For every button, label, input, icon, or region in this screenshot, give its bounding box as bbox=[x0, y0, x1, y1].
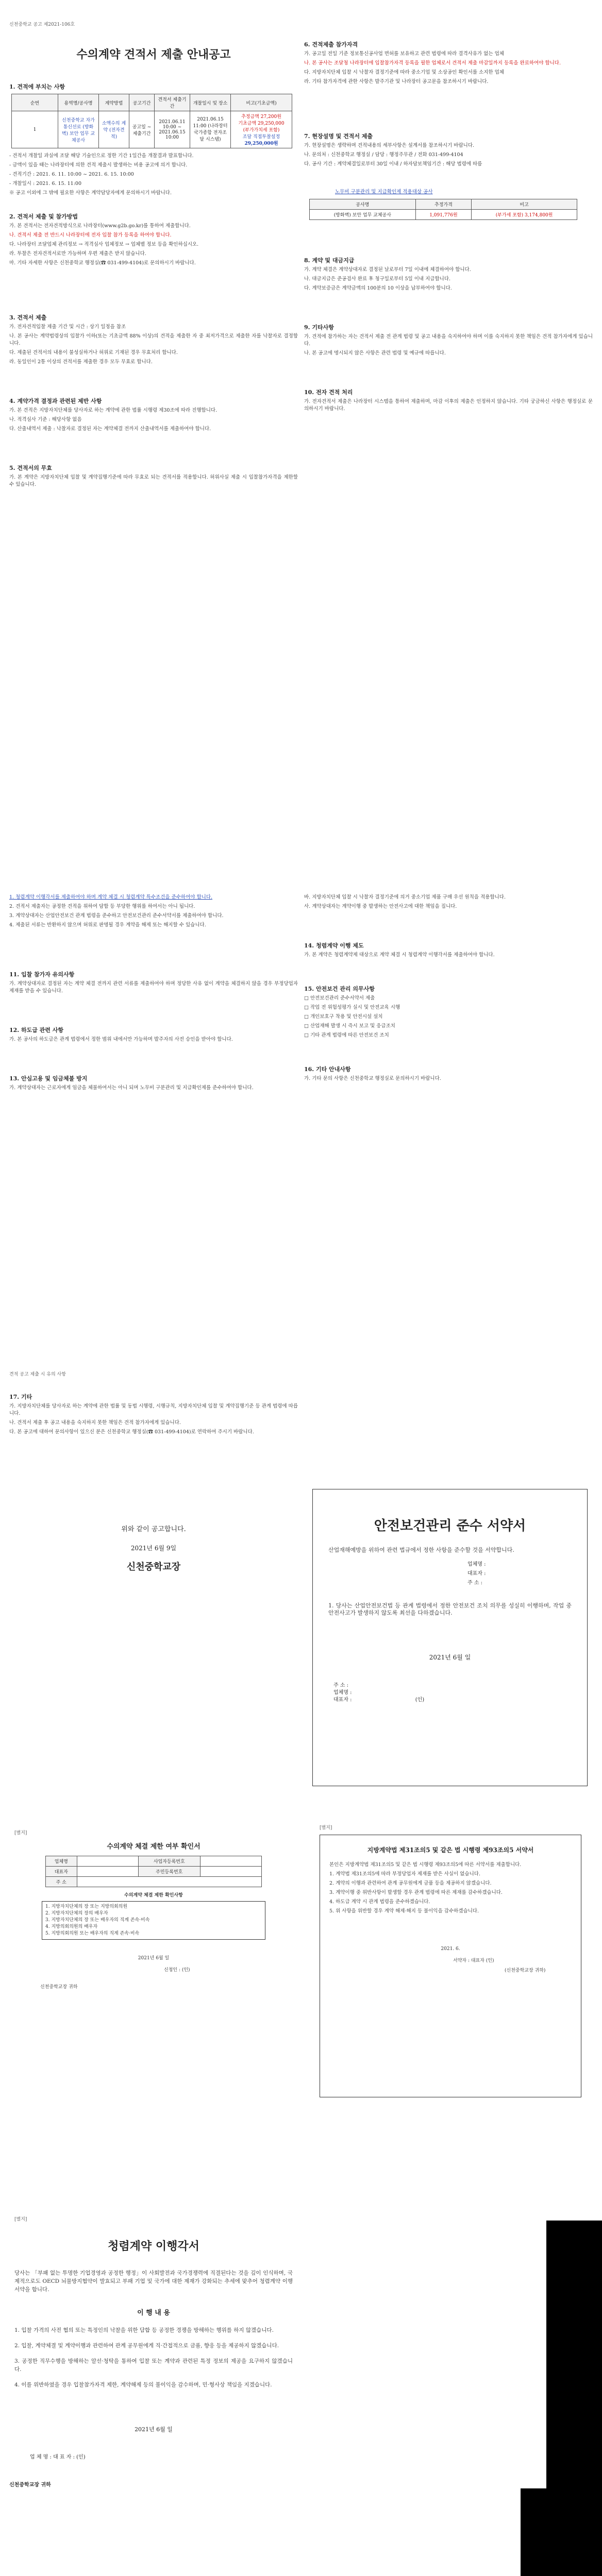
section-14-heading: 14. 청렴계약 이행 제도 bbox=[304, 942, 364, 949]
list-item: 다. 계약보증금은 계약금액의 100분의 10 이상을 납부하여야 합니다. bbox=[304, 285, 452, 291]
integrity-item: 1. 입찰 가격의 사전 협의 또는 특정인의 낙찰을 위한 담합 등 공정한 경쟁을 방해하는 행위를 하지 않겠습니다. bbox=[14, 2327, 274, 2333]
list-item: 다. 산출내역서 제출 : 낙찰자로 결정된 자는 계약체결 전까지 산출내역서를 제출하여야 합니다. bbox=[9, 426, 211, 432]
section-4-heading: 4. 계약가격 결정과 관련된 제반 사항 bbox=[9, 398, 102, 404]
check-item: 3. 지방자치단체의 장 또는 배우자의 직계 존속·비속 bbox=[45, 1918, 150, 1923]
col-no: 순번 bbox=[12, 94, 58, 111]
col-note: 비고(기초금액) bbox=[231, 94, 292, 111]
note-item: - 견적서 개찰일 과실에 조달 해당 기술인으로 정한 기간 1일간을 개찰결과 발표합니다. bbox=[9, 153, 194, 159]
cost-table bbox=[309, 199, 577, 220]
pledge-sign-block bbox=[313, 1662, 587, 1704]
page-announcement-5 bbox=[9, 1345, 298, 1808]
check-item: 1. 지방자치단체의 장 또는 지방의회의원 bbox=[45, 1904, 128, 1909]
cell-remark: (부가세 포함) 3,174,800원 bbox=[472, 210, 577, 220]
bid-table-header bbox=[12, 94, 292, 111]
cell-open: 2021.06.15 11:00 (나라장터 국가종합 전자조달 시스템) bbox=[190, 111, 231, 148]
section-12-text: 가. 본 공사의 하도급은 관계 법령에서 정한 범위 내에서만 가능하며 발주자의 사전 승인을 받아야 합니다. bbox=[9, 1037, 233, 1042]
checklist-item: □ 개인보호구 착용 및 안전시설 설치 bbox=[304, 1014, 383, 1020]
section-16-heading: 16. 기타 안내사항 bbox=[304, 1066, 351, 1073]
law-pledge-sign: 서약자 : 대표자 (인) bbox=[453, 1958, 494, 1963]
section-1-heading: 1. 견적에 부치는 사항 bbox=[9, 83, 65, 90]
list-item: 라. 기타 참가자격에 관한 사항은 발주기관 및 나라장터 공고문을 참조하시기 바랍니다. bbox=[304, 79, 489, 84]
integrity-subtitle: 이 행 내 용 bbox=[137, 2309, 170, 2317]
pledge-date: 2021년 6월 일 bbox=[429, 1654, 471, 1661]
value-bizno[interactable] bbox=[200, 1856, 262, 1867]
form-info-table bbox=[45, 1856, 262, 1887]
list-item: 4. 제출된 서류는 반환하지 않으며 허위로 판명될 경우 계약을 해제 또는 해지할 수 있습니다. bbox=[9, 922, 206, 928]
check-item: 5. 지방의회의원 또는 배우자의 직계 존속·비속 bbox=[45, 1931, 140, 1936]
law-pledge-frame bbox=[320, 1835, 581, 2097]
list-item: 나. 견적서 제출 전 반드시 나라장터에 전자 입찰 참가 등록을 하여야 합니다. bbox=[9, 232, 172, 238]
list-item: 다. 지방자치단체 입찰 시 낙찰자 결정기준에 따라 중소기업 및 소상공인 확인서를 소지한 업체 bbox=[304, 70, 504, 75]
field-company: 업체명 : bbox=[467, 1562, 486, 1567]
bid-table bbox=[11, 94, 292, 148]
list-item: 가. 본 견적은 지방자치단체를 당사자로 하는 계약에 관한 법률 시행령 제30조에 따라 진행합니다. bbox=[9, 408, 218, 413]
check-items-box bbox=[42, 1901, 265, 1940]
law-pledge-title: 지방계약법 제31조의5 및 같은 법 시행령 제93조의5 서약서 bbox=[367, 1846, 534, 1854]
table-row bbox=[310, 210, 577, 220]
page-header: 견적 공고 제출 시 유의 사항 bbox=[9, 1372, 66, 1377]
blank-black-area bbox=[521, 2488, 602, 2576]
list-item: 가. 공고일 전일 기준 정보통신공사업 면허를 보유하고 관련 법령에 따라 결격사유가 없는 업체 bbox=[304, 51, 504, 57]
list-item: 3. 계약상대자는 산업안전보건 관계 법령을 준수하고 안전보건관리 준수서약서를 제출하여야 합니다. bbox=[9, 913, 224, 919]
cell-note bbox=[231, 111, 292, 148]
list-item: 사. 계약상대자는 계약이행 중 발생하는 안전사고에 대한 책임을 집니다. bbox=[304, 904, 457, 909]
cost-table-header bbox=[310, 199, 577, 210]
section-13-text: 가. 계약상대자는 근로자에게 임금을 체불하여서는 아니 되며 노무비 구분관리 및 지급확인제를 준수하여야 합니다. bbox=[9, 1085, 254, 1091]
page-integrity-pledge bbox=[9, 2210, 298, 2576]
section-11-heading: 11. 입찰 참가자 유의사항 bbox=[9, 971, 75, 978]
law-pledge-item: 1. 계약법 제31조의5에 따라 부정당업자 제재를 받은 사실이 없습니다. bbox=[329, 1871, 480, 1877]
label-idno: 주민등록번호 bbox=[138, 1867, 200, 1877]
list-item: 다. 공사 기간 : 계약체결일로부터 30일 이내 / 하자담보책임기간 : 해당 법령에 따름 bbox=[304, 161, 482, 167]
law-pledge-item: 5. 위 사항을 위반할 경우 계약 해제·해지 등 불이익을 감수하겠습니다. bbox=[329, 1908, 479, 1914]
list-item: 가. 지방자치단체를 당사자로 하는 계약에 관한 법률 및 동법 시행령, 시행규칙, 지방자치단체 입찰 및 계약집행기준 등 관계 법령에 따릅니다. bbox=[9, 1403, 298, 1416]
checklist-item: □ 작업 전 위험성평가 실시 및 안전교육 시행 bbox=[304, 1005, 400, 1010]
list-item: 바. 지방자치단체 입찰 시 낙찰자 결정기준에 의거 중소기업 제품 구매 우선 원칙을 적용합니다. bbox=[304, 894, 506, 900]
cell-no: 1 bbox=[12, 111, 58, 148]
section-16-text: 가. 기타 문의 사항은 신천중학교 행정실로 문의하시기 바랍니다. bbox=[304, 1076, 441, 1081]
page-announcement-4 bbox=[304, 894, 593, 1316]
value-company[interactable] bbox=[77, 1856, 138, 1867]
cell-estimate: 1,091,776원 bbox=[415, 210, 472, 220]
page-safety-pledge bbox=[309, 1350, 592, 1793]
section-17-heading: 17. 기타 bbox=[9, 1394, 32, 1400]
section-11-text: 가. 계약상대자로 결정된 자는 계약 체결 전까지 관련 서류를 제출하여야 하며 정당한 사유 없이 계약을 체결하지 않을 경우 부정당업자 제재를 받을 수 있습니다. bbox=[9, 981, 298, 994]
list-item: 가. 본 견적서는 전자견적방식으로 나라장터(www.g2b.go.kr)를 통하여 제출합니다. bbox=[9, 223, 191, 229]
pledge-title: 안전보건관리 준수 서약서 bbox=[374, 1518, 526, 1534]
list-item: 라. 동일인이 2통 이상의 견적서를 제출한 경우 모두 무효로 합니다. bbox=[9, 359, 153, 365]
cell-name: 신천중학교 자가통신선로 (방화벽) 보안 업무 교체공사 bbox=[58, 111, 99, 148]
label-company: 업체명 bbox=[46, 1856, 77, 1867]
section-7-heading: 7. 현장설명 및 견적서 제출 bbox=[304, 133, 373, 140]
note-amount: 29,250,000원 bbox=[244, 141, 278, 146]
note-line: 조달 직접투찰설정 bbox=[242, 134, 280, 140]
law-pledge-recipient: (신천중학교장 귀하) bbox=[505, 1968, 546, 1973]
page-announcement-3 bbox=[9, 894, 298, 1316]
note-line: (부가가치세 포함) bbox=[243, 128, 280, 133]
label-address: 주 소 bbox=[46, 1877, 77, 1887]
list-item: 나. 본 공사는 계약법령상의 입찰가 이하(또는 기초금액 88% 이상)의 견적을 제출한 자 중 최저가격으로 제출한 자를 낙찰자로 결정합니다. bbox=[9, 333, 298, 346]
form-title: 수의계약 체결 제한 여부 확인서 bbox=[107, 1843, 200, 1851]
sign-address: 주 소 : bbox=[333, 1683, 349, 1688]
doc-header: 신천중학교 공고 제2021-106호 bbox=[9, 22, 75, 27]
form-date: 2021년 6월 일 bbox=[138, 1956, 170, 1961]
list-item: 1. 청렴계약 이행각서를 제출하여야 하며 계약 체결 시 청렴계약 특수조건을 준수하여야 합니다. bbox=[9, 894, 213, 900]
table-row bbox=[12, 111, 292, 148]
note-line: 추정금액 27,200원 bbox=[241, 114, 281, 120]
checklist-item: □ 산업재해 발생 시 즉시 보고 및 응급조치 bbox=[304, 1023, 395, 1029]
integrity-recipient: 신천중학교장 귀하 bbox=[9, 2482, 51, 2488]
form-signer: 신청인 : (인) bbox=[164, 1968, 190, 1973]
section-14-text: 가. 본 계약은 청렴계약제 대상으로 계약 체결 시 청렴계약 이행각서를 제출하여야 합니다. bbox=[304, 952, 495, 958]
value-idno[interactable] bbox=[200, 1867, 262, 1877]
list-item: 나. 적격심사 기준 : 해당사항 없음 bbox=[9, 417, 82, 422]
seal-mark: (인) bbox=[415, 1697, 425, 1703]
list-item: 2. 견적서 제출자는 공정한 견적을 위하여 담합 등 부당한 행위를 하여서는 아니 됩니다. bbox=[9, 904, 195, 909]
list-item: 가. 견적에 참가하는 자는 견적서 제출 전 관계 법령 및 공고 내용을 숙지하여야 하며 이를 숙지하지 못한 책임은 견적 참가자에게 있습니다. bbox=[304, 334, 593, 347]
value-rep[interactable] bbox=[77, 1867, 138, 1877]
integrity-title: 청렴계약 이행각서 bbox=[108, 2240, 199, 2253]
col-submit: 견적서 제출기간 bbox=[155, 94, 190, 111]
section-2-heading: 2. 견적서 제출 및 참가방법 bbox=[9, 213, 78, 220]
checklist-item: □ 안전보건관리 준수서약서 제출 bbox=[304, 995, 375, 1001]
col-method: 계약방법 bbox=[99, 94, 129, 111]
page-announcement-2 bbox=[304, 36, 593, 768]
note-item: ※ 공고 이외에 그 밖에 필요한 사항은 계약담당자에게 문의하시기 바랍니다. bbox=[9, 190, 172, 196]
section-5-text: 가. 본 계약은 지방자치단체 입찰 및 계약집행기준에 따라 무효로 되는 견적서를 적용합니다. 허위사실 제출 시 입찰참가자격을 제한할 수 있습니다. bbox=[9, 474, 298, 487]
integrity-sign: 업 체 명 : 대 표 자 : (인) bbox=[30, 2454, 86, 2460]
pledge-intro: 산업재해예방을 위하여 관련 법규에서 정한 사항을 준수할 것을 서약합니다. bbox=[328, 1547, 514, 1553]
cell-period: 공고일 ~ 제출기간 bbox=[129, 111, 155, 148]
announce-text: 위와 같이 공고합니다. bbox=[121, 1526, 186, 1533]
list-item: 나. 대금지급은 준공검사 완료 후 청구일로부터 5일 이내 지급합니다. bbox=[304, 276, 451, 282]
sign-representative bbox=[333, 1697, 587, 1704]
form-tag: [별지] bbox=[14, 2217, 27, 2222]
page-contract-check-form bbox=[9, 1814, 298, 2184]
list-item: 나. 본 공사는 조달청 나라장터에 입찰참가자격 등록을 필한 업체로서 견적서 제출 마감일까지 등록을 완료하여야 합니다. bbox=[304, 60, 561, 66]
check-item: 2. 지방자치단체의 장의 배우자 bbox=[45, 1911, 108, 1916]
note-line: 기초금액 29,250,000 bbox=[238, 121, 285, 126]
pledge-body: 1. 당사는 산업안전보건법 등 관계 법령에서 정한 안전보건 조치 의무를 성실히 이행하며, 작업 중 안전사고가 발생하지 않도록 최선을 다하겠습니다. bbox=[328, 1602, 572, 1616]
form-tag: [별지] bbox=[14, 1831, 27, 1836]
table-row bbox=[46, 1856, 262, 1867]
label-rep: 대표자 bbox=[46, 1867, 77, 1877]
section-8-heading: 8. 계약 및 대금지급 bbox=[304, 257, 355, 264]
list-item: 나. 문의처 : 신천중학교 행정실 / 담당 : 행정주무관 / 전화 031-499-4104 bbox=[304, 152, 463, 158]
section-15-heading: 15. 안전보건 관리 의무사항 bbox=[304, 986, 375, 992]
labor-cost-link[interactable]: 노무비 구분관리 및 지급확인제 적용대상 공사 bbox=[335, 189, 433, 195]
note-item: - 금액이 있을 때는 나라장터에 의한 견적 제출시 발생하는 비용 공고에 의거 합니다. bbox=[9, 162, 188, 168]
section-10-text: 가. 전자견적서 제출은 나라장터 시스템을 통하여 제출하며, 마감 이후의 제출은 인정하지 않습니다. 기타 궁금하신 사항은 행정실로 문의하시기 바랍니다. bbox=[304, 399, 593, 412]
form-subtitle: 수의계약 체결 제한 확인사항 bbox=[124, 1893, 183, 1898]
sign-company: 업체명 : bbox=[333, 1690, 352, 1696]
list-item: 다. 나라장터 조달업체 관리정보 → 적격심사 업체정보 → 업체별 정보 등을 확인하십시오. bbox=[9, 242, 199, 247]
note-item: - 견적기간 : 2021. 6. 11. 10:00 ~ 2021. 6. 15. 10:00 bbox=[9, 172, 134, 177]
col-period: 공고기간 bbox=[129, 94, 155, 111]
col-project: 공사명 bbox=[310, 199, 416, 210]
law-pledge-item: 2. 계약의 이행과 관련하여 관계 공무원에게 금품 등을 제공하지 않겠습니다. bbox=[329, 1880, 492, 1886]
school-principal: 신천중학교장 bbox=[126, 1562, 181, 1572]
announce-date: 2021년 6월 9일 bbox=[130, 1545, 177, 1552]
note-item: - 개찰일시 : 2021. 6. 15. 11:00 bbox=[9, 181, 81, 187]
law-pledge-date: 2021. 6. bbox=[441, 1946, 460, 1952]
col-estimate: 추정가격 bbox=[415, 199, 472, 210]
section-12-heading: 12. 하도급 관련 사항 bbox=[9, 1027, 64, 1033]
section-9-heading: 9. 기타사항 bbox=[304, 324, 334, 331]
list-item: 라. 투찰은 전자견적서로만 가능하며 우편 제출은 받지 않습니다. bbox=[9, 251, 146, 257]
page-title: 수의계약 견적서 제출 안내공고 bbox=[76, 48, 231, 61]
law-pledge-item: 3. 계약이행 중 위반사항이 발생할 경우 관계 법령에 따른 제재를 감수하겠습니다. bbox=[329, 1890, 503, 1895]
table-row bbox=[46, 1877, 262, 1887]
pledge-fields bbox=[313, 1556, 587, 1587]
section-10-heading: 10. 전자 견적 처리 bbox=[304, 389, 353, 396]
integrity-item: 2. 입찰, 계약체결 및 계약이행과 관련하여 관계 공무원에게 직·간접적으로 금품, 향응 등을 제공하지 않겠습니다. bbox=[14, 2343, 279, 2349]
list-item: 다. 본 공고에 대하여 문의사항이 있으신 분은 신천중학교 행정실(☎ 031-499-4104)로 연락하여 주시기 바랍니다. bbox=[9, 1429, 254, 1435]
list-item: 마. 기타 자세한 사항은 신천중학교 행정실(☎ 031-499-4104)로 문의하시기 바랍니다. bbox=[9, 260, 196, 266]
label-bizno: 사업자등록번호 bbox=[138, 1856, 200, 1867]
form-tag: [별지] bbox=[320, 1825, 332, 1831]
page-law-pledge bbox=[309, 1814, 592, 2102]
field-address: 주 소 : bbox=[467, 1580, 483, 1586]
checklist-item: □ 기타 관계 법령에 따른 안전보건 조치 bbox=[304, 1032, 389, 1038]
check-item: 4. 지방의회의원의 배우자 bbox=[45, 1924, 98, 1929]
col-remark: 비고 bbox=[472, 199, 577, 210]
section-5-heading: 5. 견적서의 무효 bbox=[9, 465, 52, 471]
value-address[interactable] bbox=[77, 1877, 261, 1887]
list-item: 다. 제출된 견적서의 내용이 불성실하거나 허위로 기재된 경우 무효처리 합니다. bbox=[9, 350, 178, 355]
col-open: 개찰일시 및 장소 bbox=[190, 94, 231, 111]
section-13-heading: 13. 안심고용 및 임금체불 방지 bbox=[9, 1075, 88, 1082]
section-3-heading: 3. 견적서 제출 bbox=[9, 314, 47, 321]
list-item: 나. 견적서 제출 후 공고 내용을 숙지하지 못한 책임은 견적 참가자에게 있습니다. bbox=[9, 1420, 181, 1426]
cell-method: 소액수의 계약 (전자견적) bbox=[99, 111, 129, 148]
sign-representative-label: 대표자 : bbox=[333, 1697, 352, 1703]
table-row bbox=[46, 1867, 262, 1877]
section-6-heading: 6. 견적제출 참가자격 bbox=[304, 41, 358, 48]
list-item: 가. 계약 체결은 계약상대자로 결정된 날로부터 7일 이내에 체결하여야 합니다. bbox=[304, 267, 471, 273]
list-item: 가. 전자견적입찰 제출 기간 및 시간 : 상기 일정을 참조 bbox=[9, 324, 126, 330]
list-item: 나. 본 공고에 명시되지 않은 사항은 관련 법령 및 예규에 따릅니다. bbox=[304, 350, 446, 356]
integrity-item: 3. 공정한 직무수행을 방해하는 알선·청탁을 통하여 입찰 또는 계약과 관련된 특정 정보의 제공을 요구하지 않겠습니다. bbox=[14, 2358, 293, 2372]
cell-project: (방화벽) 보안 업무 교체공사 bbox=[310, 210, 416, 220]
field-representative: 대표자 : bbox=[467, 1571, 486, 1577]
law-pledge-item: 4. 하도급 계약 시 관계 법령을 준수하겠습니다. bbox=[329, 1899, 430, 1905]
pledge-frame bbox=[312, 1489, 588, 1786]
integrity-item: 4. 이를 위반하였을 경우 입찰참가자격 제한, 계약해제 등의 불이익을 감수하며, 민·형사상 책임을 지겠습니다. bbox=[14, 2382, 272, 2388]
cell-submit: 2021.06.11 10:00 ~ 2021.06.15 10:00 bbox=[155, 111, 190, 148]
form-recipient: 신천중학교장 귀하 bbox=[40, 1985, 78, 1990]
law-pledge-intro: 본인은 지방계약법 제31조의5 및 같은 법 시행령 제93조의5에 따른 서약서를 제출합니다. bbox=[329, 1862, 522, 1868]
integrity-date: 2021년 6월 일 bbox=[135, 2426, 173, 2433]
page-announcement-1 bbox=[9, 21, 298, 768]
list-item: 가. 현장설명은 생략하며 견적내용의 세부사항은 설계서를 참조하시기 바랍니다. bbox=[304, 143, 475, 148]
col-name: 용역명/공사명 bbox=[58, 94, 99, 111]
integrity-intro: 당사는 「부패 없는 투명한 기업경영과 공정한 행정」이 사회발전과 국가경쟁력에 직결된다는 것을 깊이 인식하며, 국제적으로도 OECD 뇌물방지협약이 발효되고 부패 기업 및 국가에 대한 제재가 강화되는 추세에 맞추어 청렴계약 이행서약을 합니다. bbox=[14, 2270, 293, 2293]
